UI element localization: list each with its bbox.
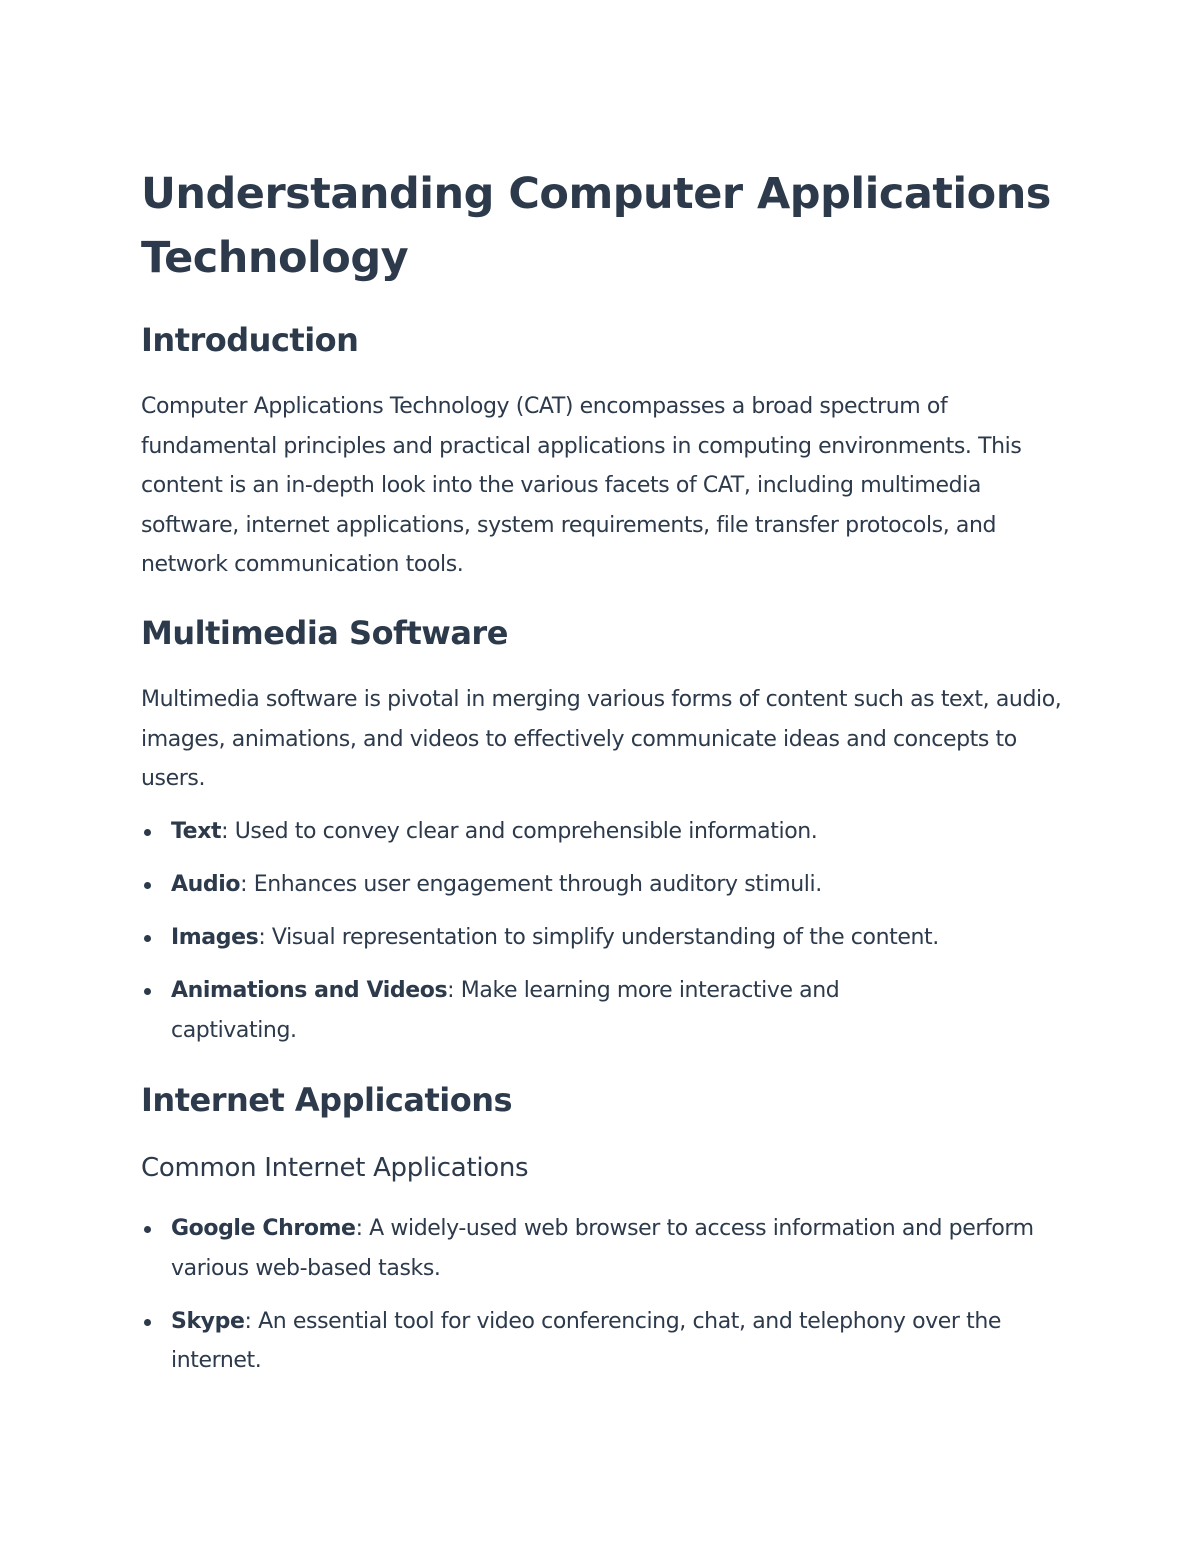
list-item <box>141 918 1066 958</box>
internet-heading: Internet Applications <box>141 1081 513 1119</box>
list-item-desc: : Visual representation to simplify understanding of the content. <box>258 925 939 950</box>
introduction-heading: Introduction <box>141 321 359 359</box>
multimedia-paragraph: Multimedia software is pivotal in merging various forms of content such as text, audio, images, animations, and videos to effectively communicate ideas and concepts to users. <box>141 687 1062 791</box>
list-item-desc: : Used to convey clear and comprehensible information. <box>221 819 818 844</box>
list-item <box>141 971 931 1050</box>
list-item-term: Audio <box>171 872 241 897</box>
internet-subheading: Common Internet Applications <box>141 1153 529 1183</box>
list-item <box>141 865 1066 905</box>
list-item <box>141 1209 1066 1288</box>
list-item-desc: : An essential tool for video conferencing, chat, and telephony over the internet. <box>171 1308 1002 1373</box>
page-title: Understanding Computer Applications Technology <box>141 169 1051 283</box>
list-item <box>141 812 1066 852</box>
list-item-term: Google Chrome <box>171 1216 356 1241</box>
list-item-desc: : Enhances user engagement through auditory stimuli. <box>240 872 822 897</box>
list-item-term: Animations and Videos <box>171 978 448 1003</box>
multimedia-list <box>141 812 1066 1050</box>
list-item-desc: : A widely-used web browser to access information and perform various web-based tasks. <box>171 1216 1034 1281</box>
list-item <box>141 1302 1031 1381</box>
multimedia-heading: Multimedia Software <box>141 614 508 652</box>
introduction-paragraph: Computer Applications Technology (CAT) encompasses a broad spectrum of fundamental principles and practical applications in computing environments. This content is an in-depth look into the various facets of CAT, including multimedia software, internet applications, system requirements, file transfer protocols, and network communication tools. <box>141 394 1022 577</box>
list-item-term: Skype <box>171 1308 245 1334</box>
internet-list <box>141 1209 1066 1381</box>
list-item-desc: : Make learning more interactive and captivating. <box>171 978 840 1043</box>
list-item-term: Images <box>171 925 259 950</box>
list-item-term: Text <box>171 819 222 844</box>
